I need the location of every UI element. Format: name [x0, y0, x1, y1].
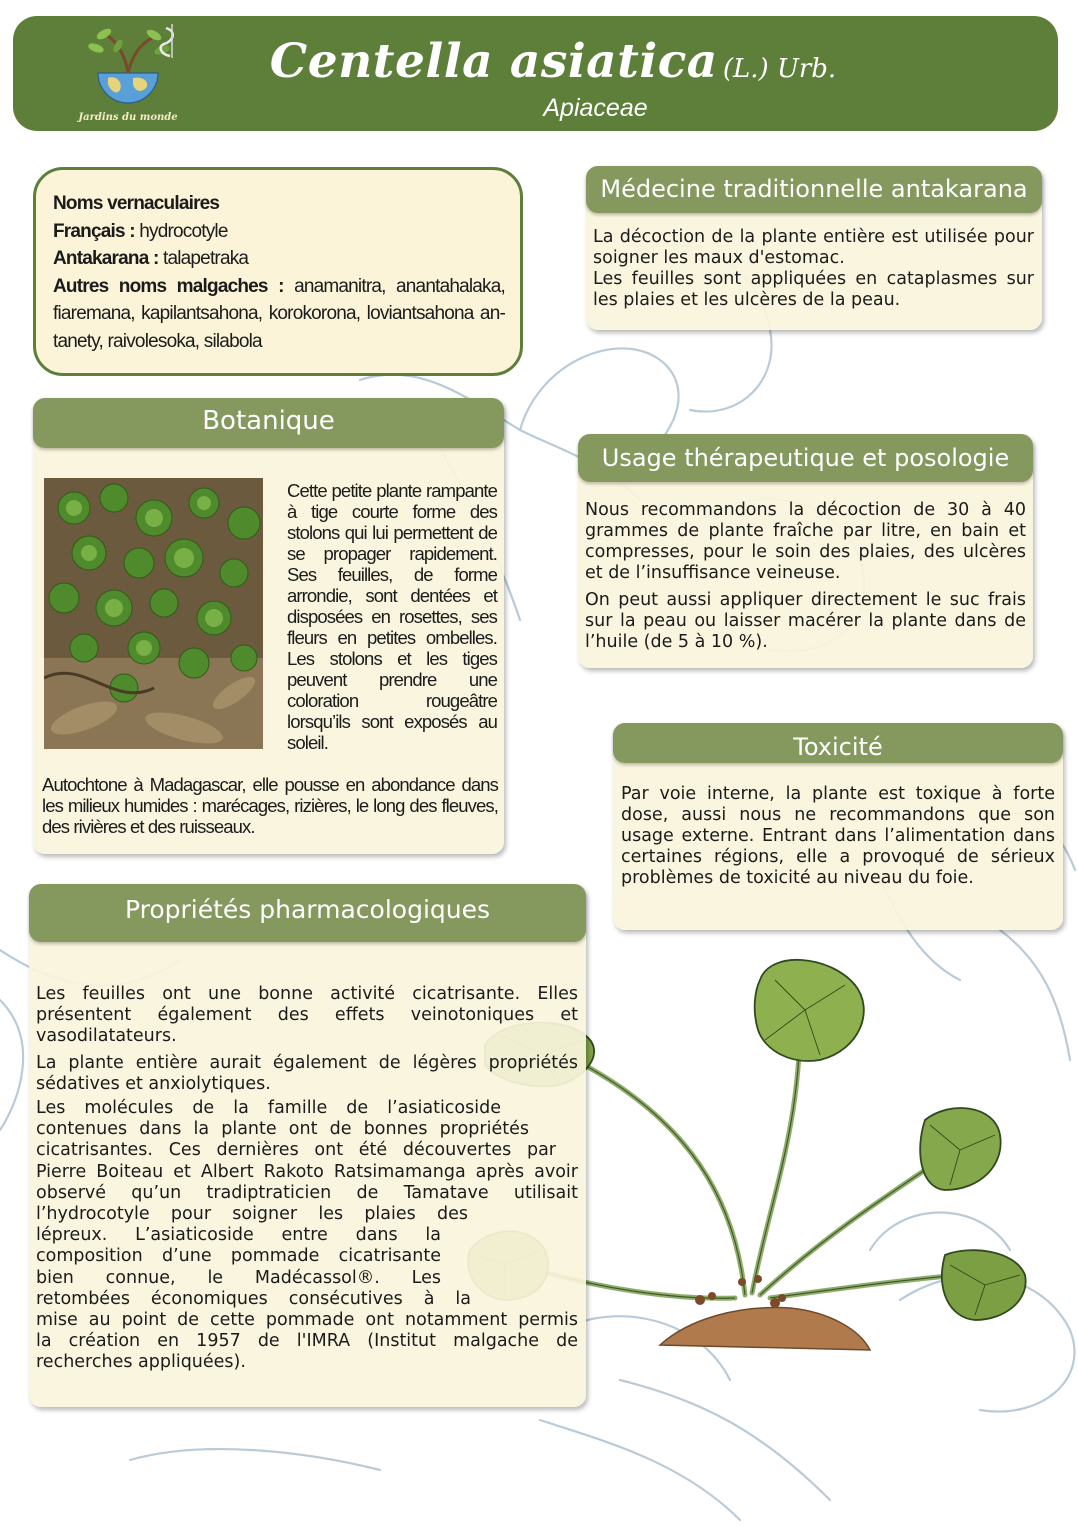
logo-text: Jardins du monde: [78, 112, 178, 123]
proprietes-paragraph-2: La plante entière aurait également de légères propriétés sédatives et anxiolytiques.: [36, 1053, 578, 1094]
usage-paragraph-2: On peut aussi appliquer directement le suc frais sur la peau ou laisser macérer la plante dans de l’huile (de 5 à 10 %).: [585, 590, 1026, 652]
medecine-paragraph-2: Les feuilles sont appliquées en cataplasmes sur les plaies et les ulcères de la peau.: [593, 269, 1034, 310]
antakarana-value: talapetraka: [158, 248, 249, 269]
proprietes-paragraph-3: Les molécules de la famille de l’asiaticoside contenues dans la plante ont de bonnes propriétés cicatrisantes. Ces dernières ont été découvertes par Pierre Boiteau et Albert Rakoto Ratsimamanga après avoir observé qu’un tradiptraticien de Tamatave utilisait l’hydrocotyle pour soigner les plaies des lépreux. L’asiaticoside entre dans la composition d’une pommade cicatrisante bien connue, le Madécassol®. Les retombées économiques consécutives à la mise au point de cette pommade ont notamment permis la création en 1957 de l'IMRA (Institut malgache de recherches appliquées).: [36, 1098, 578, 1373]
usage-text: [585, 500, 1026, 653]
botanique-title: Botanique: [33, 398, 504, 448]
proprietes-title: Propriétés pharmacologiques: [29, 884, 586, 942]
medecine-paragraph-1: La décoction de la plante entière est utilisée pour soigner les maux d'estomac.: [593, 227, 1034, 268]
page-title: [253, 34, 853, 89]
proprietes-panel: [29, 884, 586, 1407]
header-banner: [13, 16, 1058, 131]
medecine-text: [593, 227, 1034, 311]
family-name: Apiaceae: [543, 94, 648, 122]
french-value: hydrocotyle: [134, 220, 228, 242]
centella-photo: [44, 478, 263, 749]
proprietes-text: [36, 984, 578, 1101]
medecine-title: Médecine traditionnelle antakarana: [586, 166, 1042, 213]
proprietes-paragraph-1: Les feuilles ont une bonne activité cicatrisante. Elles présentent également des effets veinotoniques et vasodilatateurs.: [36, 984, 578, 1046]
globe-plant-icon: [68, 18, 188, 114]
vernacular-heading: Noms vernaculaires: [53, 193, 220, 214]
french-label: Français :: [53, 220, 135, 242]
antakarana-label: Antakarana :: [53, 248, 159, 269]
botanique-side-text: Cette petite plante rampante à tige courte forme des stolons qui lui permettent de se propager rapidement. Ses feuilles, de forme arrondie, sont dentées et disposées en rosettes, ses fleurs en petites ombelles. Les stolons et les tiges peuvent prendre une coloration rougeâtre lorsqu’ils sont exposés au soleil.: [287, 480, 497, 753]
jardins-du-monde-logo: [68, 18, 188, 130]
toxicite-title: Toxicité: [613, 723, 1063, 763]
other-names-label: Autres noms malgaches :: [53, 275, 284, 297]
species-name: Centella asiatica: [269, 34, 718, 89]
botanique-bottom-text: Autochtone à Madagascar, elle pousse en abondance dans les milieux humides : marécages, rizières, le long des fleuves, des rivières et des ruisseaux.: [42, 774, 498, 837]
usage-paragraph-1: Nous recommandons la décoction de 30 à 40 grammes de plante fraîche par litre, en bain et compresses, pour le soin des plaies, des ulcères et de l’insuffisance veineuse.: [585, 500, 1026, 583]
usage-title: Usage thérapeutique et posologie: [578, 434, 1033, 482]
toxicite-text: Par voie interne, la plante est toxique à forte dose, aussi nous ne recommandons que son usage externe. Entrant dans l’alimentation dans certaines régions, elle a provoqué de sérieux problèmes de toxicité au niveau du foie.: [621, 784, 1055, 888]
medecine-panel: [586, 166, 1042, 330]
vernacular-names-box: [33, 167, 523, 376]
other-names-value: anamanitra, anantahalaka, fiaremana, kapilantsahona, korokorona, loviantsahona an-tanety, raivolesoka, silabola: [53, 275, 505, 352]
species-author: (L.) Urb.: [722, 54, 837, 84]
botanique-panel: [33, 398, 504, 854]
toxicite-panel: [613, 723, 1063, 930]
usage-panel: [578, 434, 1033, 668]
